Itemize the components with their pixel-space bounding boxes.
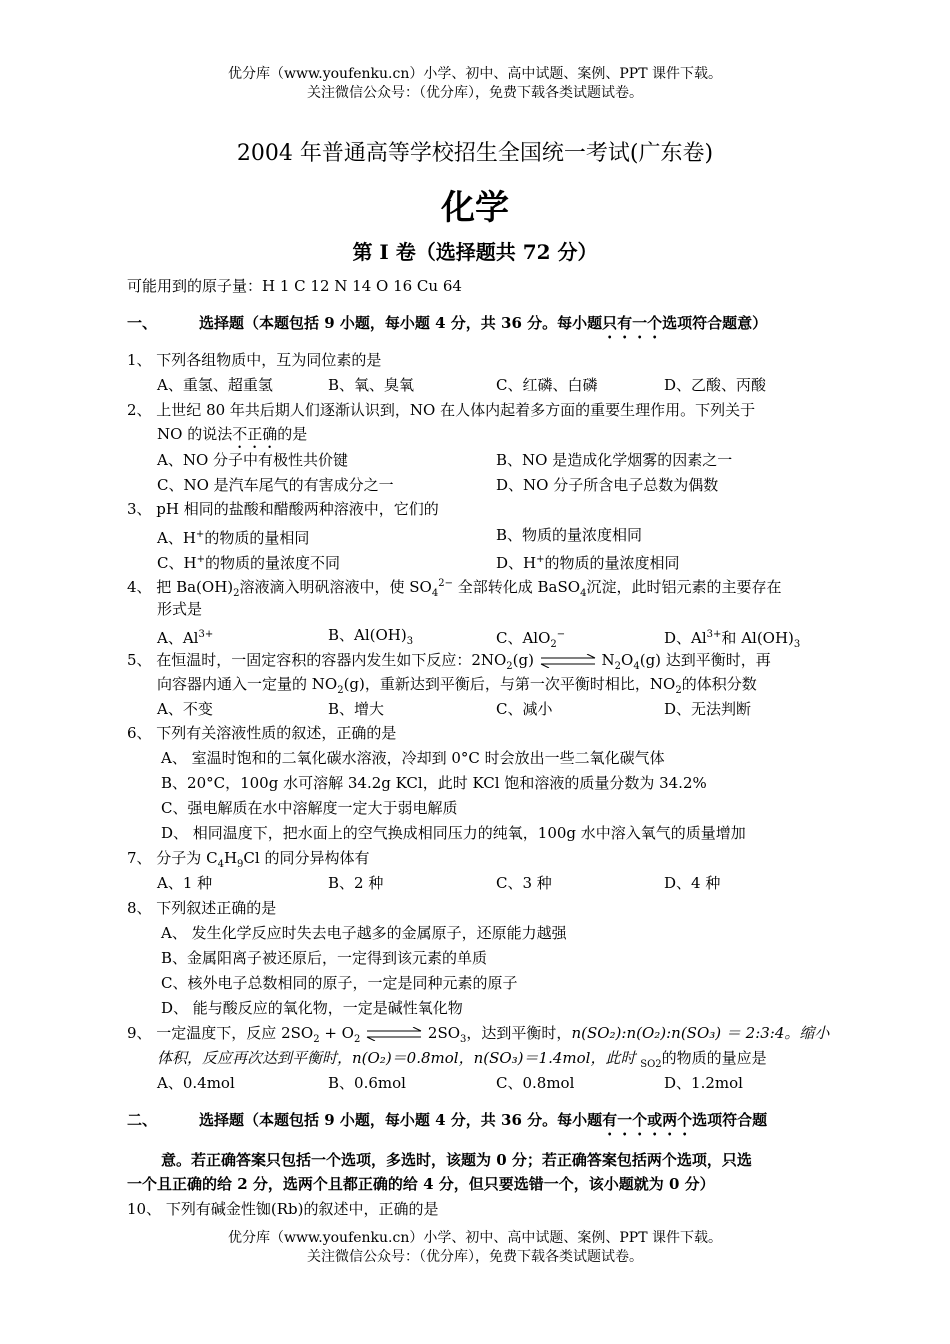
question-2-stem: 2、 上世纪 80 年共后期人们逐渐认识到，NO 在人体内起着多方面的重要生理作用。下列关于 — [127, 401, 756, 419]
q8-option-d: D、 能与酸反应的氧化物，一定是碱性氧化物 — [161, 999, 463, 1017]
section-2-heading-line3: 一个且正确的给 2 分，选两个且都正确的给 4 分，但只要选错一个，该小题就为 0 分） — [127, 1175, 715, 1193]
q2-option-b: B、NO 是造成化学烟雾的因素之一 — [496, 451, 733, 469]
q7-option-c: C、3 种 — [496, 874, 552, 892]
q4-option-d: D、$Al^{3+}$和 $Al(OH)_3$ — [664, 629, 801, 650]
q1-option-c: C、红磷、白磷 — [496, 376, 598, 394]
question-5-stem: 5、 在恒温时，一固定容积的容器内发生如下反应：$2NO_2(g)$ $N_2O_4(g)$ 达到平衡时，再 — [127, 651, 771, 672]
q4-option-c: C、AlO$_2$− — [496, 629, 566, 650]
question-4-stem: 4、 把 $Ba(OH)_2$溶液滴入明矾溶液中，使 $SO_4^{2-}$ 全部转化成 BaSO$_4$沉淀，此时铝元素的主要存在 — [127, 578, 782, 599]
q6-option-d: D、 相同温度下，把水面上的空气换成相同压力的纯氧，100g 水中溶入氧气的质量增加 — [161, 824, 746, 842]
q1-option-b: B、氧、臭氧 — [328, 376, 415, 394]
q8-option-b: B、金属阳离子被还原后，一定得到该元素的单质 — [161, 949, 488, 967]
q1-option-a: A、重氢、超重氢 — [157, 376, 273, 394]
header-line-1: 优分库（www.youfenku.cn）小学、初中、高中试题、案例、PPT 课件下载。 — [227, 66, 722, 82]
question-9-stem: 9、 一定温度下，反应 $2SO_2 + O_2$ $2SO_3$，达到平衡时，n(SO₂):n(O₂):n(SO₃) ＝ 2:3:4。缩小 — [127, 1024, 830, 1045]
q3-option-c: C、H+的物质的量浓度不同 — [157, 554, 340, 572]
q5-option-c: C、减小 — [496, 700, 553, 718]
q4-option-a: A、$Al^{3+}$ — [157, 629, 214, 647]
question-8-stem: 8、 下列叙述正确的是 — [127, 899, 277, 917]
q5-option-b: B、增大 — [328, 700, 385, 718]
footer-line-2: 关注微信公众号：（优分库），免费下载各类试题试卷。 — [307, 1249, 643, 1265]
atomic-masses: 可能用到的原子量：H 1 C 12 N 14 O 16 Cu 64 — [127, 277, 462, 295]
q2-option-d: D、NO 分子所含电子总数为偶数 — [496, 476, 719, 494]
q8-option-a: A、 发生化学反应时失去电子越多的金属原子，还原能力越强 — [161, 924, 567, 942]
question-1-stem: 1、 下列各组物质中，互为同位素的是 — [127, 351, 382, 369]
q7-option-d: D、4 种 — [664, 874, 721, 892]
q9-option-c: C、0.8mol — [496, 1074, 575, 1092]
part-title: 第 I 卷（选择题共 72 分） — [352, 240, 598, 264]
question-6-stem: 6、 下列有关溶液性质的叙述，正确的是 — [127, 724, 397, 742]
subject-title: 化学 — [441, 188, 509, 228]
question-2-stem-line2: NO 的说法不正确的是 — [157, 425, 308, 443]
question-3-stem: 3、 pH 相同的盐酸和醋酸两种溶液中，它们的 — [127, 500, 439, 518]
equilibrium-arrow-icon — [365, 1027, 423, 1041]
header-line-2: 关注微信公众号：（优分库），免费下载各类试题试卷。 — [307, 85, 643, 101]
q9-option-b: B、0.6mol — [328, 1074, 406, 1092]
q2-option-c: C、NO 是汽车尾气的有害成分之一 — [157, 476, 394, 494]
q5-option-d: D、无法判断 — [664, 700, 752, 718]
footer-line-1: 优分库（www.youfenku.cn）小学、初中、高中试题、案例、PPT 课件下载。 — [227, 1230, 722, 1246]
q7-option-a: A、1 种 — [157, 874, 213, 892]
q7-option-b: B、2 种 — [328, 874, 384, 892]
exam-title: 2004 年普通高等学校招生全国统一考试(广东卷) — [236, 141, 714, 166]
q3-option-b: B、物质的量浓度相同 — [496, 526, 643, 544]
q8-option-c: C、核外电子总数相同的原子，一定是同种元素的原子 — [161, 974, 518, 992]
q2-option-a: A、NO 分子中有极性共价键 — [157, 451, 349, 469]
question-7-stem: 7、 分子为 $C_4H_9Cl$ 的同分异构体有 — [127, 849, 370, 870]
q6-option-c: C、强电解质在水中溶解度一定大于弱电解质 — [161, 799, 458, 817]
question-4-stem-line2: 形式是 — [157, 600, 203, 618]
q5-option-a: A、不变 — [157, 700, 213, 718]
section-1-heading: 一、 选择题（本题包括 9 小题，每小题 4 分，共 36 分。每小题只有一个选项符合题意） — [127, 314, 768, 332]
q1-option-d: D、乙酸、丙酸 — [664, 376, 767, 394]
section-2-heading-line2: 意。若正确答案只包括一个选项，多选时，该题为 0 分；若正确答案包括两个选项，只选 — [161, 1151, 752, 1169]
q3-option-d: D、H+的物质的量浓度相同 — [496, 554, 680, 572]
question-10-stem: 10、 下列有碱金性铷(Rb)的叙述中，正确的是 — [127, 1200, 439, 1218]
q6-option-b: B、20°C，100g 水可溶解 34.2g KCl，此时 KCl 饱和溶液的质量分数为 34.2% — [161, 774, 707, 792]
section-2-heading: 二、 选择题（本题包括 9 小题，每小题 4 分，共 36 分。每小题有一个或两个选项符合题 — [127, 1111, 768, 1129]
q9-option-d: D、1.2mol — [664, 1074, 743, 1092]
equilibrium-arrow-icon — [539, 654, 597, 668]
q9-option-a: A、0.4mol — [157, 1074, 235, 1092]
question-5-stem-line2: 向容器内通入一定量的 $NO_2(g)$，重新达到平衡后，与第一次平衡时相比，$NO_2$的体积分数 — [157, 675, 757, 696]
q3-option-a: A、H+的物质的量相同 — [157, 529, 310, 547]
question-9-stem-line2: 体积，反应再次达到平衡时，n(O₂)＝0.8mol，n(SO₃)＝1.4mol，此时 $_{SO2}$的物质的量应是 — [157, 1049, 767, 1070]
q6-option-a: A、 室温时饱和的二氧化碳水溶液，冷却到 0°C 时会放出一些二氧化碳气体 — [161, 749, 665, 767]
q4-option-b: B、$Al(OH)_3$ — [328, 626, 414, 647]
